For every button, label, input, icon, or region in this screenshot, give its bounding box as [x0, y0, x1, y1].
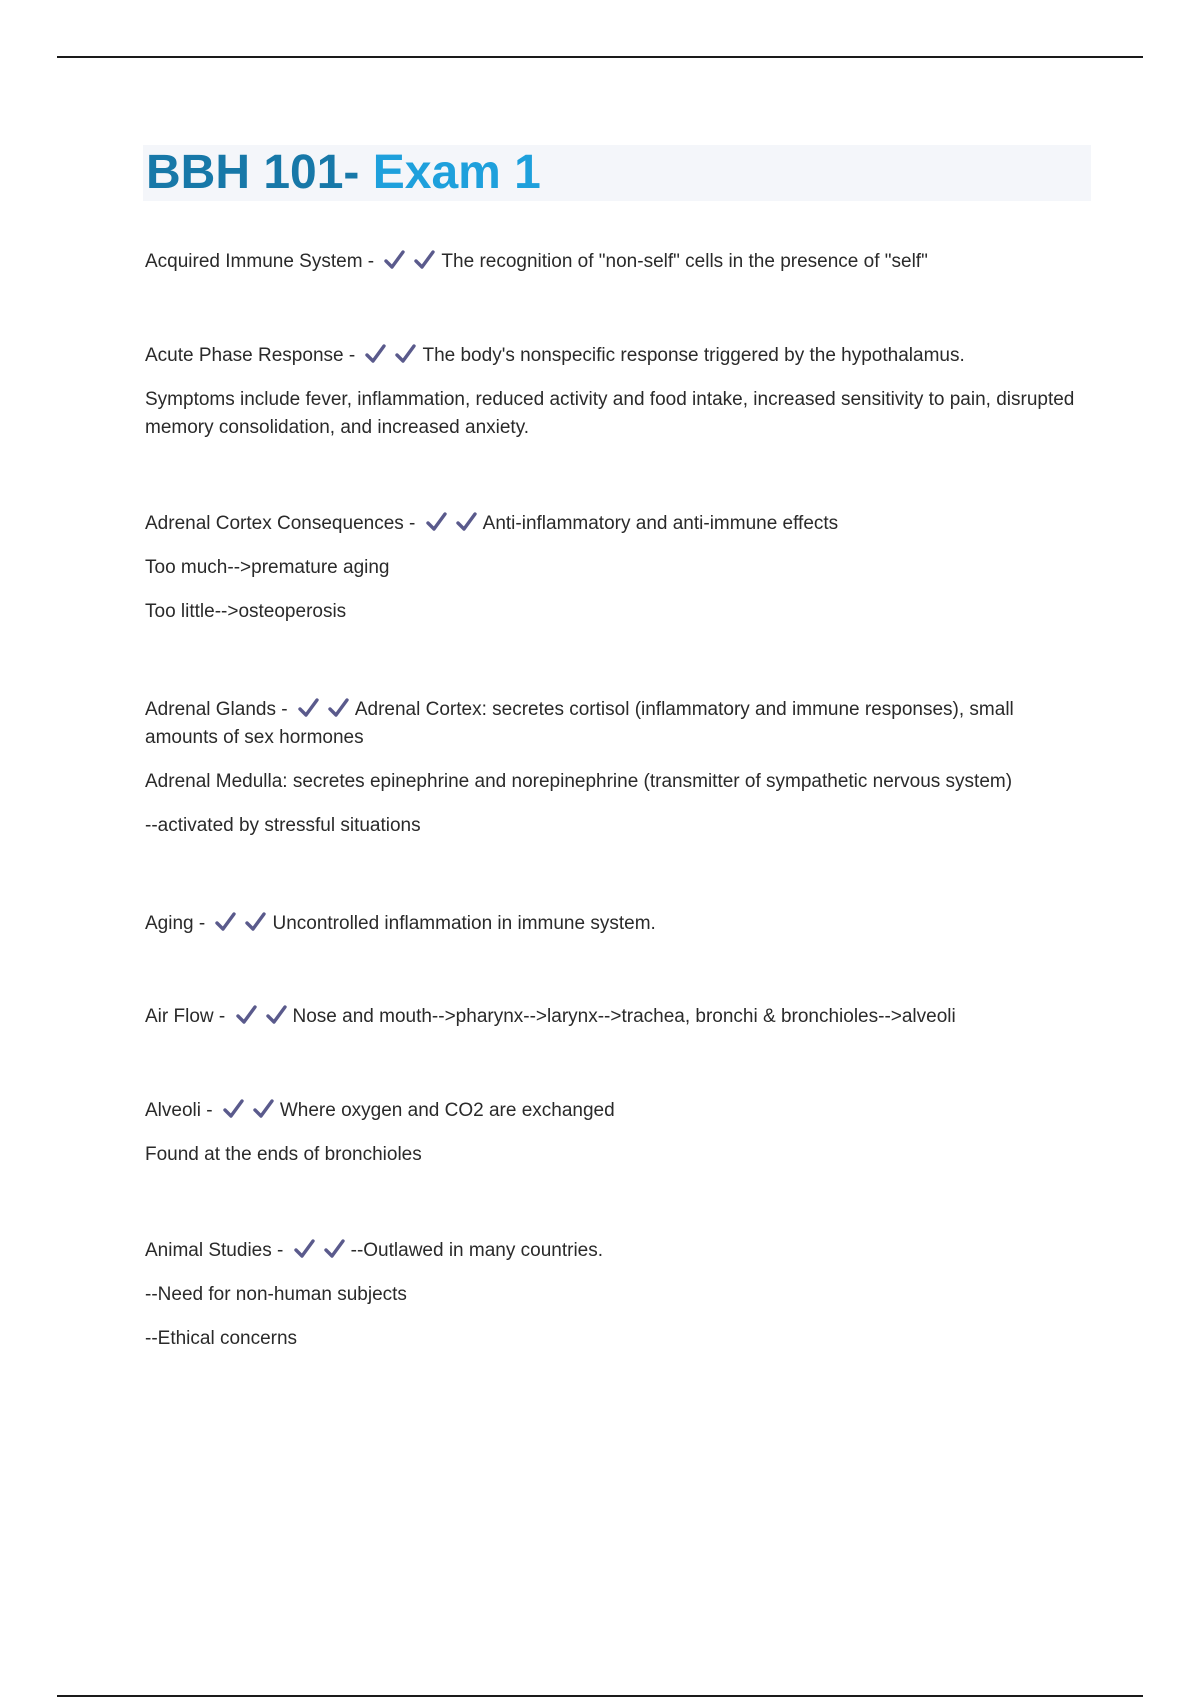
entry-main-line — [145, 248, 1085, 276]
entry-extra-line: --Need for non-human subjects — [145, 1284, 407, 1305]
entry-main-line — [145, 342, 1085, 370]
flashcard-entry — [145, 910, 1085, 954]
double-check-icon — [425, 513, 485, 534]
entry-extra-line: Symptoms include fever, inflammation, reduced activity and food intake, increased sensitivity to pain, disrupted memory consolidation, and increased anxiety. — [145, 389, 1075, 438]
entry-extra-line: Too much-->premature aging — [145, 557, 390, 578]
entry-definition: Nose and mouth-->pharynx-->larynx-->trachea, bronchi & bronchioles-->alveoli — [292, 1006, 956, 1027]
entry-main-line — [145, 1097, 1085, 1125]
entry-term: Acquired Immune System - — [145, 251, 375, 272]
entry-term: Acute Phase Response - — [145, 345, 356, 366]
flashcard-entry — [145, 248, 1085, 292]
entry-main-line — [145, 1237, 1085, 1265]
entry-extra-line: Adrenal Medulla: secretes epinephrine and norepinephrine (transmitter of sympathetic nervous system) — [145, 771, 1013, 792]
double-check-icon — [383, 251, 443, 272]
entry-term: Adrenal Cortex Consequences - — [145, 513, 416, 534]
double-check-icon — [235, 1006, 295, 1027]
title-exam: Exam 1 — [372, 146, 541, 199]
bottom-rule — [57, 1695, 1143, 1697]
entry-main-line — [145, 1003, 1085, 1031]
top-rule — [57, 56, 1143, 58]
entry-term: Alveoli - — [145, 1100, 213, 1121]
double-check-icon — [214, 913, 274, 934]
double-check-icon — [293, 1240, 353, 1261]
double-check-icon — [364, 345, 424, 366]
entry-definition: Adrenal Cortex: secretes cortisol (inflammatory and immune responses), small amounts of sex hormones — [145, 699, 1014, 748]
entry-term: Aging - — [145, 913, 206, 934]
page-title — [146, 145, 541, 201]
entry-extra-line: --activated by stressful situations — [145, 815, 421, 836]
entry-main-line — [145, 910, 1085, 938]
entry-main-line — [145, 696, 1085, 752]
double-check-icon — [222, 1100, 282, 1121]
flashcard-entry — [145, 342, 1085, 458]
flashcard-entry — [145, 1097, 1085, 1185]
entry-extra-line: Found at the ends of bronchioles — [145, 1144, 422, 1165]
entry-definition: --Outlawed in many countries. — [350, 1240, 604, 1261]
entry-definition: Anti-inflammatory and anti-immune effects — [482, 513, 839, 534]
entry-definition: Uncontrolled inflammation in immune system. — [272, 913, 656, 934]
entry-main-line — [145, 510, 1085, 538]
flashcard-entry — [145, 510, 1085, 642]
entry-definition: Where oxygen and CO2 are exchanged — [279, 1100, 615, 1121]
entry-term: Adrenal Glands - — [145, 699, 288, 720]
entry-definition: The body's nonspecific response triggered by the hypothalamus. — [422, 345, 965, 366]
title-course: BBH 101- — [146, 146, 360, 199]
entry-definition: The recognition of "non-self" cells in the presence of "self" — [441, 251, 928, 272]
entry-extra-line: Too little-->osteoperosis — [145, 601, 347, 622]
flashcard-entry — [145, 696, 1085, 856]
entry-term: Air Flow - — [145, 1006, 226, 1027]
double-check-icon — [297, 699, 357, 720]
flashcard-entry — [145, 1237, 1085, 1369]
flashcard-entry — [145, 1003, 1085, 1047]
entry-extra-line: --Ethical concerns — [145, 1328, 298, 1349]
entry-term: Animal Studies - — [145, 1240, 284, 1261]
